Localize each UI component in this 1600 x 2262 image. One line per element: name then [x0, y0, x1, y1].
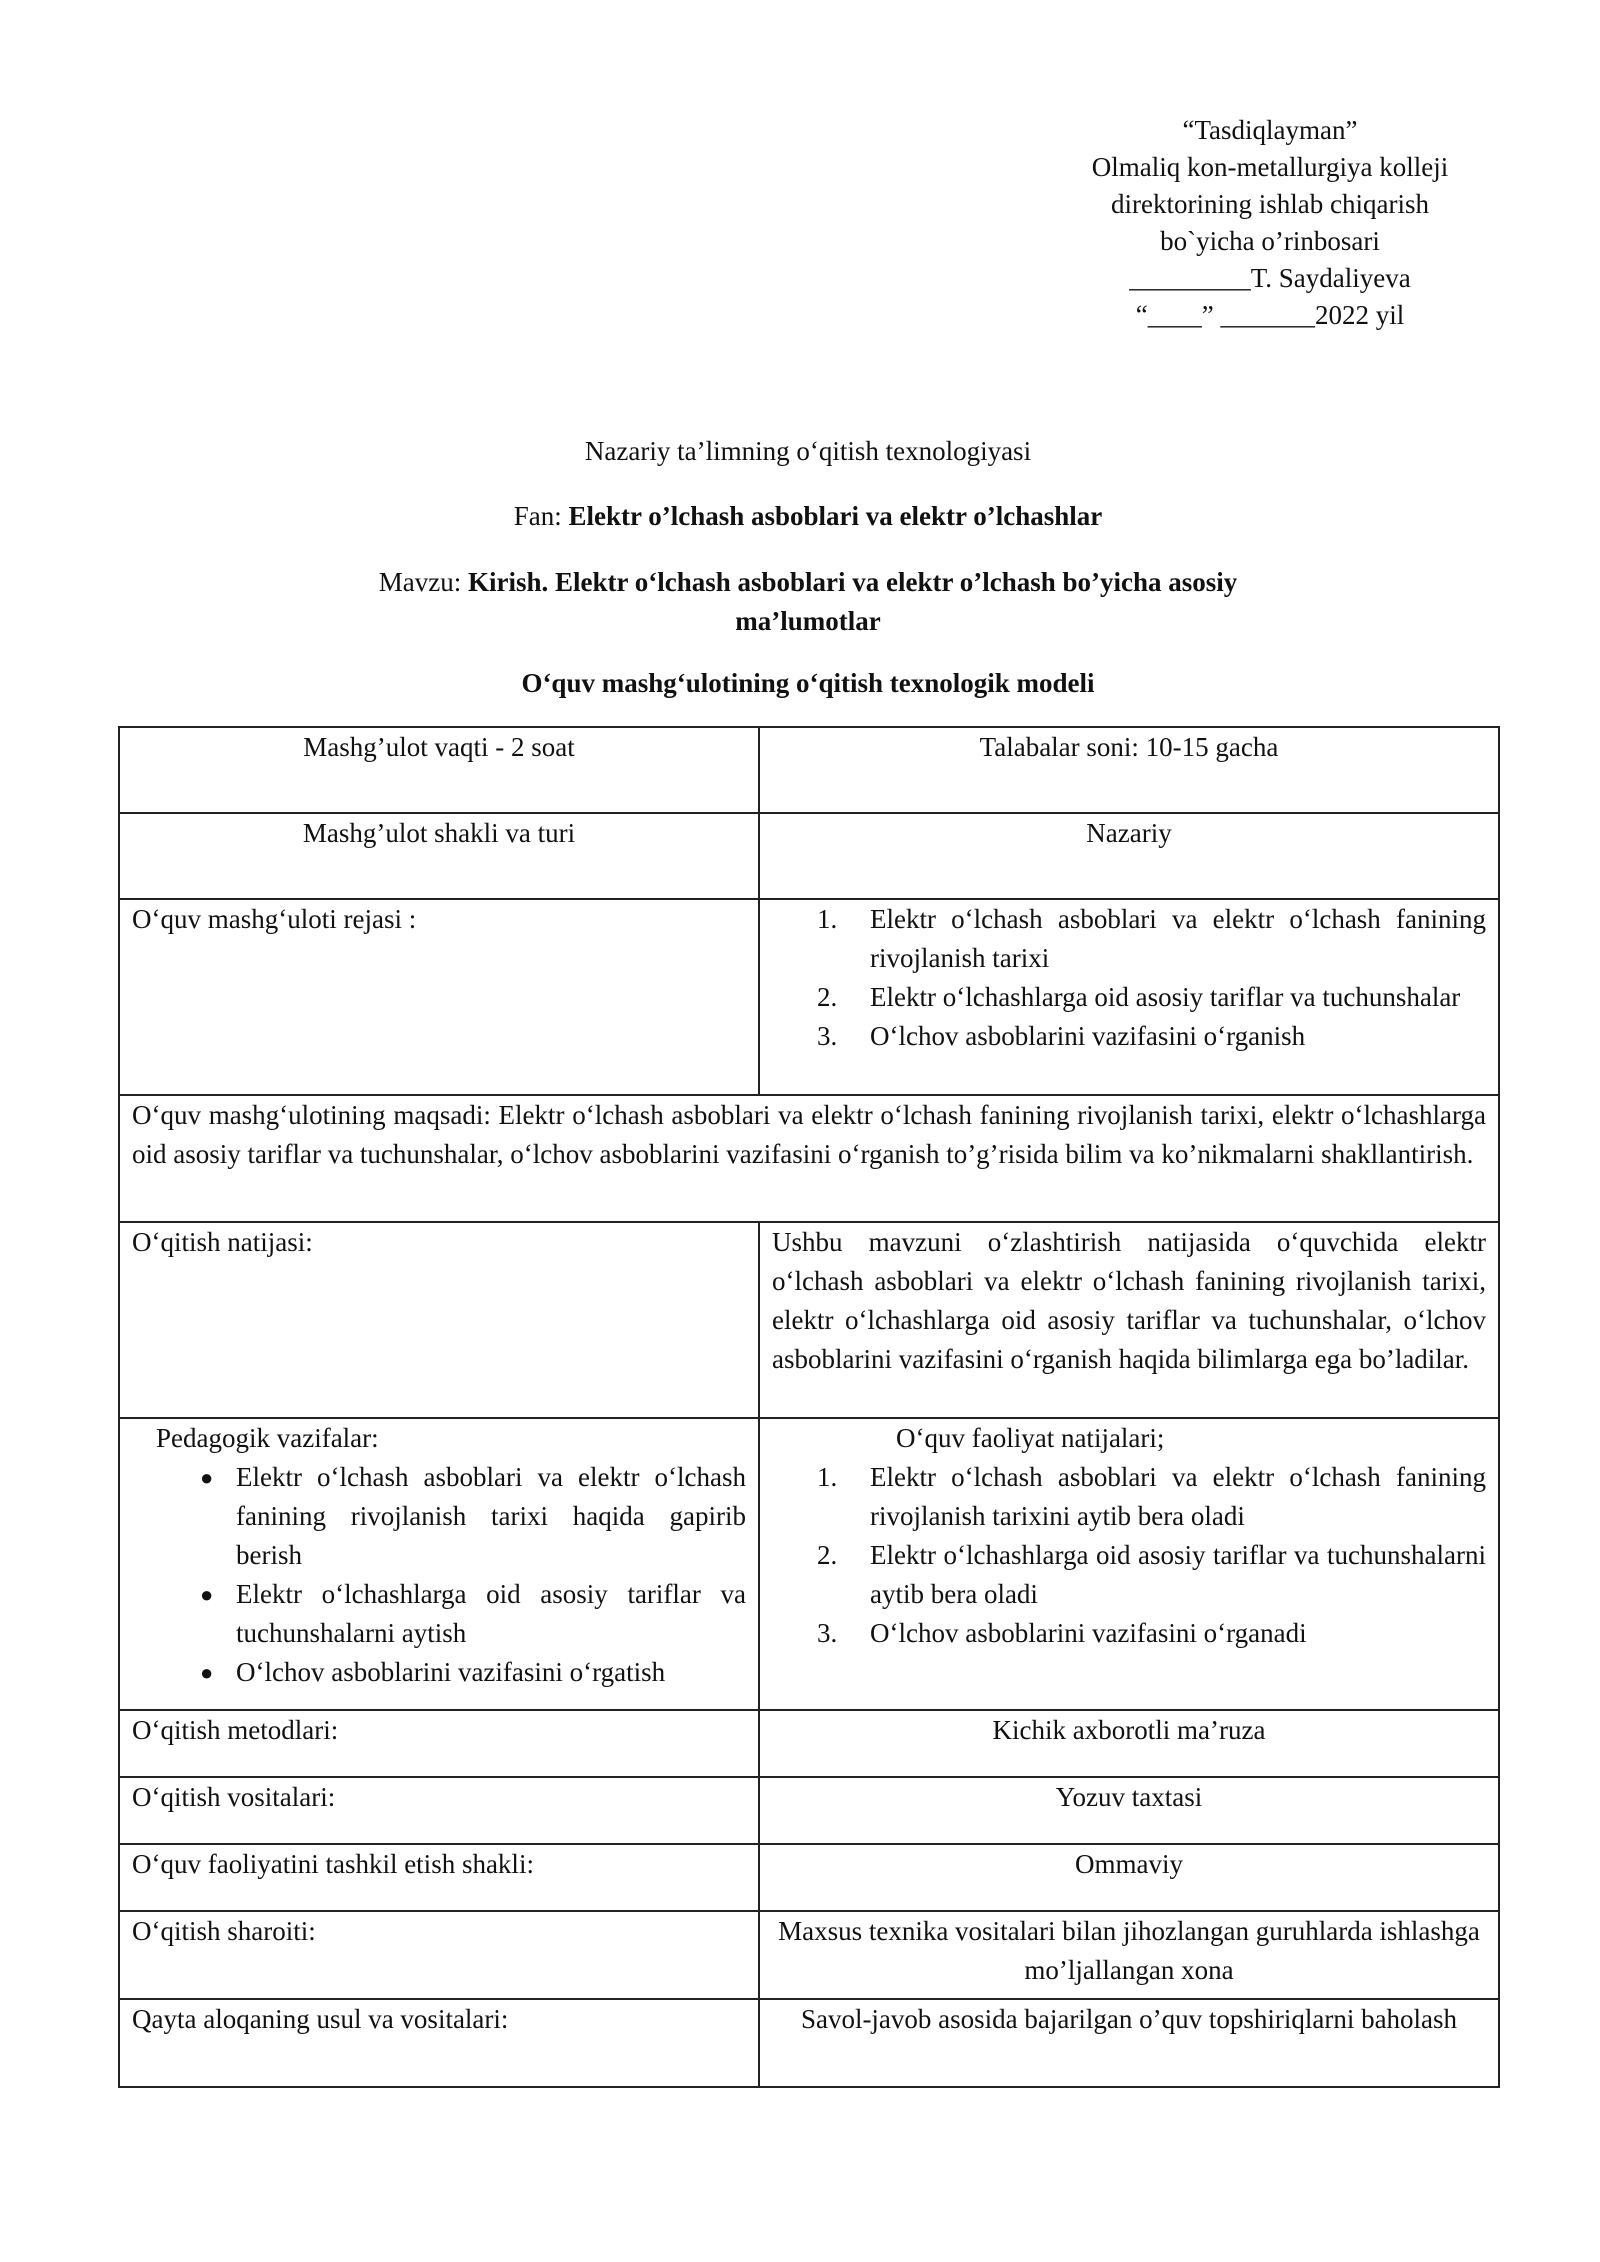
students-count: Talabalar soni: 10-15 gacha — [759, 727, 1499, 813]
table-row — [119, 1222, 1499, 1418]
list-item: ● Elektr oʻlchashlarga oid asosiy tariflar va tuchunshalarni aytish — [132, 1575, 746, 1653]
approval-date: “____” _______2022 yil — [1135, 300, 1405, 330]
table-row — [119, 1777, 1499, 1844]
table-row — [119, 1999, 1499, 2087]
result-value: Ushbu mavzuni oʻzlashtirish natijasida oʻquvchida elektr oʻlchash asboblari va elektr oʻlchash fanining rivojlanish tarixi, elektr oʻlchashlarga oid asosiy tariflar va tuchunshalar, oʻlchov asboblarini vazifasini oʻrganish haqida bilimlarga ega bo’ladilar. — [759, 1222, 1499, 1418]
table-row — [119, 813, 1499, 899]
subject-value: Elektr o’lchash asboblari va elektr o’lchashlar — [568, 501, 1103, 531]
topic-label: Mavzu: — [378, 567, 468, 597]
approval-signature: _________T. Saydaliyeva — [1129, 263, 1411, 293]
table-row — [119, 1710, 1499, 1777]
bullet-icon: ● — [200, 1465, 214, 1490]
plan-cell — [759, 899, 1499, 1095]
approval-line: “Tasdiqlayman” — [1182, 115, 1358, 145]
feedback-value: Savol-javob asosida bajarilgan o’quv topshiriqlarni baholash — [759, 1999, 1499, 2087]
lesson-time: Mashg’ulot vaqti - 2 soat — [119, 727, 759, 813]
activity-label: Oʻquv faoliyat natijalari; — [896, 1423, 1165, 1453]
tools-label: Oʻqitish vositalari: — [119, 1777, 759, 1844]
approval-block — [1040, 112, 1500, 334]
pedagogic-cell — [119, 1418, 759, 1710]
activity-cell — [759, 1418, 1499, 1710]
table-row — [119, 1844, 1499, 1911]
topic-value-2: ma’lumotlar — [735, 606, 881, 636]
table-row — [119, 1911, 1499, 1999]
bullet-icon: ● — [200, 1660, 214, 1685]
table-row — [119, 1095, 1499, 1222]
lesson-goal: Oʻquv mashgʻulotining maqsadi: Elektr oʻlchash asboblari va elektr oʻlchash fanining rivojlanish tarixi, elektr oʻlchashlarga oid asosiy tariflar va tuchunshalar, oʻlchov asboblarini vazifasini oʻrganish to’g’risida bilim va ko’nikmalarni shakllantirish. — [119, 1095, 1499, 1222]
activity-list — [772, 1458, 1486, 1653]
list-item: ● Oʻlchov asboblarini vazifasini oʻrgatish — [132, 1653, 746, 1692]
list-item: 3. Oʻlchov asboblarini vazifasini oʻrganish — [817, 1021, 1306, 1051]
model-title: Oʻquv mashgʻulotining oʻqitish texnologik modeli — [521, 668, 1095, 698]
conditions-value: Maxsus texnika vositalari bilan jihozlangan guruhlarda ishlashga mo’ljallangan xona — [759, 1911, 1499, 1999]
table-row — [119, 727, 1499, 813]
bullet-icon: ● — [200, 1582, 214, 1607]
form-value: Nazariy — [759, 813, 1499, 899]
form-label: Mashg’ulot shakli va turi — [119, 813, 759, 899]
list-item: 1. Elektr oʻlchash asboblari va elektr oʻlchash fanining rivojlanish tarixini aytib bera oladi — [817, 1462, 1486, 1531]
table-row — [119, 1418, 1499, 1710]
tools-value: Yozuv taxtasi — [759, 1777, 1499, 1844]
feedback-label: Qayta aloqaning usul va vositalari: — [119, 1999, 759, 2087]
methods-label: Oʻqitish metodlari: — [119, 1710, 759, 1777]
methods-value: Kichik axborotli ma’ruza — [759, 1710, 1499, 1777]
result-label: Oʻqitish natijasi: — [119, 1222, 759, 1418]
conditions-label: Oʻqitish sharoiti: — [119, 1911, 759, 1999]
list-item: 2. Elektr oʻlchashlarga oid asosiy tariflar va tuchunshalarni aytib bera oladi — [817, 1540, 1486, 1609]
plan-label: Oʻquv mashgʻuloti rejasi : — [119, 899, 759, 1095]
organization-label: Oʻquv faoliyatini tashkil etish shakli: — [119, 1844, 759, 1911]
subject-label: Fan: — [513, 501, 569, 531]
list-item: 2. Elektr oʻlchashlarga oid asosiy tariflar va tuchunshalar — [817, 982, 1461, 1012]
pedagogic-list — [132, 1458, 746, 1692]
list-item: 3. Oʻlchov asboblarini vazifasini oʻrganadi — [817, 1618, 1307, 1648]
subject-line — [118, 497, 1498, 536]
approval-line: bo`yicha o’rinbosari — [1160, 226, 1380, 256]
list-item: 1. Elektr oʻlchash asboblari va elektr oʻlchash fanining rivojlanish tarixi — [817, 904, 1486, 973]
approval-line: Olmaliq kon-metallurgiya kolleji — [1091, 152, 1449, 182]
table-row — [119, 899, 1499, 1095]
approval-line: direktorining ishlab chiqarish — [1111, 189, 1429, 219]
topic-value-1: Kirish. Elektr oʻlchash asboblari va elektr o’lchash bo’yicha asosiy — [467, 567, 1238, 597]
topic-line — [118, 563, 1498, 641]
lesson-model-table — [118, 726, 1500, 2088]
plan-list — [772, 900, 1486, 1056]
organization-value: Ommaviy — [759, 1844, 1499, 1911]
pedagogic-label: Pedagogik vazifalar: — [156, 1423, 379, 1453]
list-item: ● Elektr oʻlchash asboblari va elektr oʻlchash fanining rivojlanish tarixi haqida gapirib berish — [132, 1458, 746, 1575]
document-title: Nazariy ta’limning oʻqitish texnologiyasi — [584, 436, 1032, 466]
